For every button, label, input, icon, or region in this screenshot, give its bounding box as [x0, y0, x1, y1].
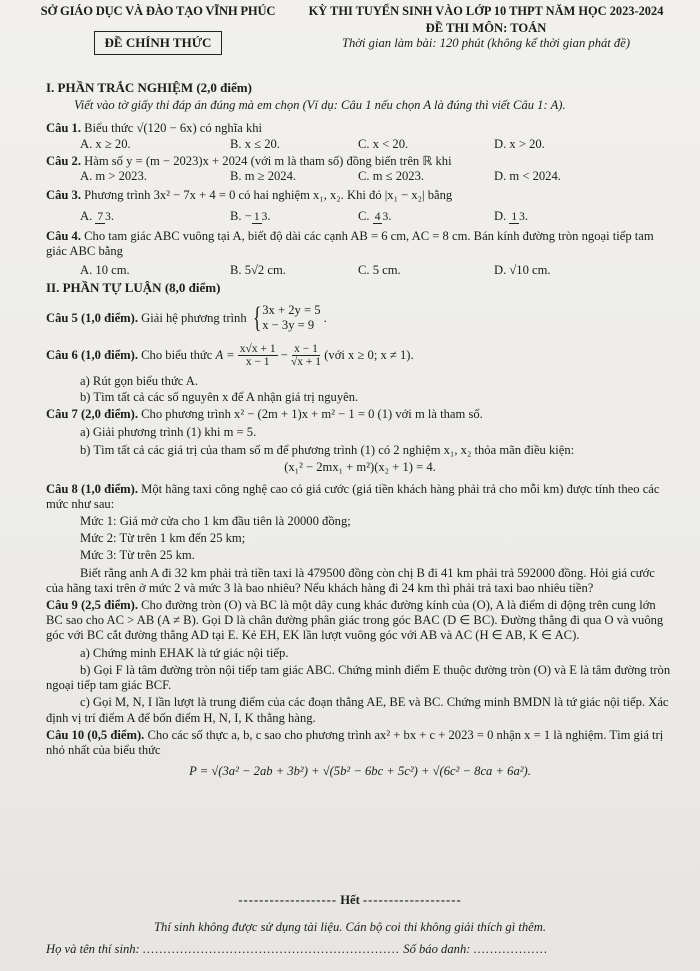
q3-d-num: 1 [511, 211, 518, 224]
question-3 [46, 188, 674, 203]
question-4 [46, 229, 674, 259]
q2-option-c: C. m ≤ 2023. [358, 169, 425, 184]
q4-option-b: B. 5√2 cm. [230, 263, 286, 278]
q3-c-fraction [373, 211, 389, 224]
q3-option-d: D. 1 3. [494, 209, 529, 224]
q2-options [46, 169, 674, 184]
question-1 [46, 121, 674, 136]
q3-d-den: 3 [519, 211, 525, 224]
q4-options [46, 263, 674, 278]
q2-option-d: D. m < 2024. [494, 169, 561, 184]
q1-options [46, 137, 674, 152]
header-right [282, 4, 690, 51]
q8-body: Biết rằng anh A đi 32 km phải trả tiền taxi là 479500 đồng còn chị B đi 41 km phải trả 592000 đồng. Hỏi giá cước của hãng taxi trên ở mức 2 và mức 3 là bao nhiêu? Nếu khách hàng đi 24 km thì phải trả taxi bao nhiêu tiền? [46, 565, 655, 595]
q8-level-2: Mức 2: Từ trên 1 km đến 25 km; [80, 531, 246, 546]
q8-label: Câu 8 (1,0 điểm). [46, 481, 138, 496]
q6-frac2 [291, 343, 321, 368]
question-10 [46, 728, 674, 758]
q6-frac2-num: x − 1 [294, 343, 318, 356]
part2-title: II. PHẦN TỰ LUẬN (8,0 điểm) [46, 280, 221, 296]
q3-b-fraction [252, 211, 268, 224]
q3-d-fraction [509, 211, 525, 224]
q3-b-sign: − [244, 209, 252, 224]
exam-body [46, 78, 674, 779]
q3-d-letter: D. [494, 209, 507, 224]
q3-label: Câu 3. [46, 188, 81, 203]
question-8 [46, 482, 674, 512]
q3-b-letter: B. [230, 209, 242, 224]
q9-part-c: c) Gọi M, N, I lần lượt là trung điểm của các đoạn thẳng AE, BE và BC. Chứng minh BMDN là tứ giác nội tiếp. Xác định vị trí điểm A để bốn điểm H, N, I, K thẳng hàng. [46, 695, 669, 725]
q1-option-a: A. x ≥ 20. [80, 136, 131, 151]
q2-option-a: A. m > 2023. [80, 169, 147, 184]
q7-part-b: b) Tìm tất cả các giá trị của tham số m để phương trình (1) có 2 nghiệm x₁, x₂ thỏa mãn điều kiện: [80, 443, 575, 458]
header-left [38, 4, 278, 55]
q5-text: Giải hệ phương trình [141, 310, 247, 325]
q10-text: Cho các số thực a, b, c sao cho phương trình ax² + bx + c + 2023 = 0 nhận x = 1 là nghiệm. Tìm giá trị nhỏ nhất của biểu thức [46, 727, 664, 757]
q3-c-letter: C. [358, 209, 370, 224]
candidate-name-label: Họ và tên thí sinh: [46, 942, 140, 956]
q6-text: Cho biểu thức [141, 348, 213, 363]
q9-part-a: a) Chứng minh EHAK là tứ giác nội tiếp. [80, 645, 289, 660]
q9-text: Cho đường tròn (O) và BC là một dây cung khác đường kính của (O), A là điểm di động trên cung lớn BC sao cho AC > AB (A ≠ B). Gọi D là chân đường phân giác trong góc BAC (D ∈ BC). Đường thẳng đi qua O và vuông góc với BC cắt đường thẳng AD tại E. Kẻ EH, EK lần lượt vuông góc với AB và AC (H ∈ AB, K ∈ AC). [46, 598, 664, 643]
question-6: Câu 6 (1,0 điểm). Cho biểu thức A = $\frac{x√x + 1}{x - 1}$ − $\frac{x - 1}{√x + 1}$ (với x ≥ 0; x ≠ 1). [46, 343, 414, 369]
q7-text: Cho phương trình x² − (2m + 1)x + m² − 1 = 0 (1) với m là tham số. [141, 406, 483, 421]
footer-candidate-line: Họ và tên thí sinh: .............................................................. Số báo danh: .................. [46, 942, 549, 956]
official-exam-box: ĐỀ CHÍNH THỨC [94, 31, 223, 55]
q9-label: Câu 9 (2,5 điểm). [46, 598, 138, 613]
q6-frac1-num: x√x + 1 [239, 343, 276, 356]
q4-text: Cho tam giác ABC vuông tại A, biết độ dài các cạnh AB = 6 cm, AC = 8 cm. Bán kính đường tròn ngoại tiếp tam giác ABC bằng [46, 228, 654, 258]
q3-option-a: A. 7 3. [80, 209, 115, 224]
q6-expr-lhs: A = [215, 348, 235, 363]
q5-eq1: 3x + 2y = 5 [262, 303, 321, 318]
q1-option-c: C. x < 20. [358, 136, 409, 151]
q3-option-b: B. − 1 3. [230, 209, 271, 224]
brace-icon: { [252, 301, 262, 335]
q3-a-num: 7 [97, 211, 104, 224]
q6-label: Câu 6 (1,0 điểm). [46, 348, 138, 363]
q4-label: Câu 4. [46, 228, 81, 243]
q1-text: Biểu thức √(120 − 6x) có nghĩa khi [84, 121, 263, 136]
q3-c-num: 4 [374, 211, 381, 224]
department-name: SỞ GIÁO DỤC VÀ ĐÀO TẠO VĨNH PHÚC [40, 4, 276, 18]
q5-label: Câu 5 (1,0 điểm). [46, 310, 138, 325]
part1-instruction: Viết vào tờ giấy thi đáp án đúng mà em chọn (Ví dụ: Câu 1 nếu chọn A là đúng thì viết Câu 1: A). [74, 98, 566, 113]
q8-level-3: Mức 3: Từ trên 25 km. [80, 548, 195, 563]
q2-label: Câu 2. [46, 153, 81, 168]
exam-subject: ĐỀ THI MÔN: TOÁN [425, 21, 547, 35]
q3-option-c: C. 4 3. [358, 209, 392, 224]
question-9 [46, 598, 674, 644]
q3-b-den: 3 [261, 211, 268, 224]
q7-condition: (x₁² − 2mx₁ + m²)(x₂ + 1) = 4. [284, 460, 436, 475]
q6-condition: (với x ≥ 0; x ≠ 1). [324, 348, 414, 363]
q8-text: Một hãng taxi công nghệ cao có giá cước (giá tiền khách hàng phải trả cho mỗi km) được tính theo các mức như sau: [46, 481, 660, 511]
q9-part-b: b) Gọi F là tâm đường tròn nội tiếp tam giác ABC. Chứng minh điểm E thuộc đường tròn (O) và E là tâm đường tròn ngoại tiếp tam giác BCF. [46, 662, 671, 693]
q2-text: Hàm số y = (m − 2023)x + 2024 (với m là tham số) đồng biến trên ℝ khi [84, 153, 452, 168]
end-marker: ------------------- Hết ------------------- [238, 893, 462, 907]
q5-system [250, 303, 321, 333]
q3-text: Phương trình 3x² − 7x + 4 = 0 có hai nghiệm x₁, x₂. Khi đó |x₁ − x₂| bằng [84, 188, 453, 203]
q3-a-fraction [95, 211, 111, 224]
q8-level-1: Mức 1: Giá mở cửa cho 1 km đầu tiên là 20000 đồng; [80, 514, 351, 529]
exam-title: KỲ THI TUYỂN SINH VÀO LỚP 10 THPT NĂM HỌC 2023-2024 [308, 4, 664, 18]
q3-options [46, 209, 674, 224]
q10-label: Câu 10 (0,5 điểm). [46, 727, 145, 742]
question-7 [46, 407, 674, 422]
q5-eq2: x − 3y = 9 [262, 318, 315, 333]
exam-time: Thời gian làm bài: 120 phút (không kể thời gian phát đề) [341, 36, 631, 50]
q6-part-b: b) Tìm tất cả các số nguyên x để A nhận giá trị nguyên. [80, 389, 359, 404]
q3-a-letter: A. [80, 209, 93, 224]
q7-label: Câu 7 (2,0 điểm). [46, 406, 138, 421]
candidate-id-label: Số báo danh: [403, 942, 471, 956]
q2-option-b: B. m ≥ 2024. [230, 169, 297, 184]
q6-frac2-den: √x + 1 [291, 356, 322, 369]
q6-frac1 [238, 343, 278, 368]
q4-option-d: D. √10 cm. [494, 263, 551, 278]
q6-part-a: a) Rút gọn biểu thức A. [80, 374, 199, 389]
q3-b-num: 1 [253, 211, 260, 224]
end-label: Hết [340, 893, 360, 907]
q1-option-d: D. x > 20. [494, 136, 545, 151]
q3-a-den: 3 [105, 211, 111, 224]
q1-label: Câu 1. [46, 121, 81, 136]
part1-title: I. PHẦN TRẮC NGHIỆM (2,0 điểm) [46, 80, 252, 95]
q4-option-c: C. 5 cm. [358, 263, 401, 278]
question-2 [46, 154, 674, 169]
q10-expression: P = √(3a² − 2ab + 3b²) + √(5b² − 6bc + 5c²) + √(6c² − 8ca + 6a²). [189, 764, 531, 779]
question-5: Câu 5 (1,0 điểm). Giải hệ phương trình { 3x + 2y = 5 x − 3y = 9 . [46, 301, 327, 335]
q1-option-b: B. x ≤ 20. [230, 136, 280, 151]
footer-note: Thí sinh không được sử dụng tài liệu. Cán bộ coi thi không giải thích gì thêm. [154, 920, 546, 934]
q6-frac1-den: x − 1 [245, 356, 270, 369]
q4-option-a: A. 10 cm. [80, 263, 130, 278]
q7-part-a: a) Giải phương trình (1) khi m = 5. [80, 425, 257, 440]
q3-c-den: 3 [382, 211, 389, 224]
